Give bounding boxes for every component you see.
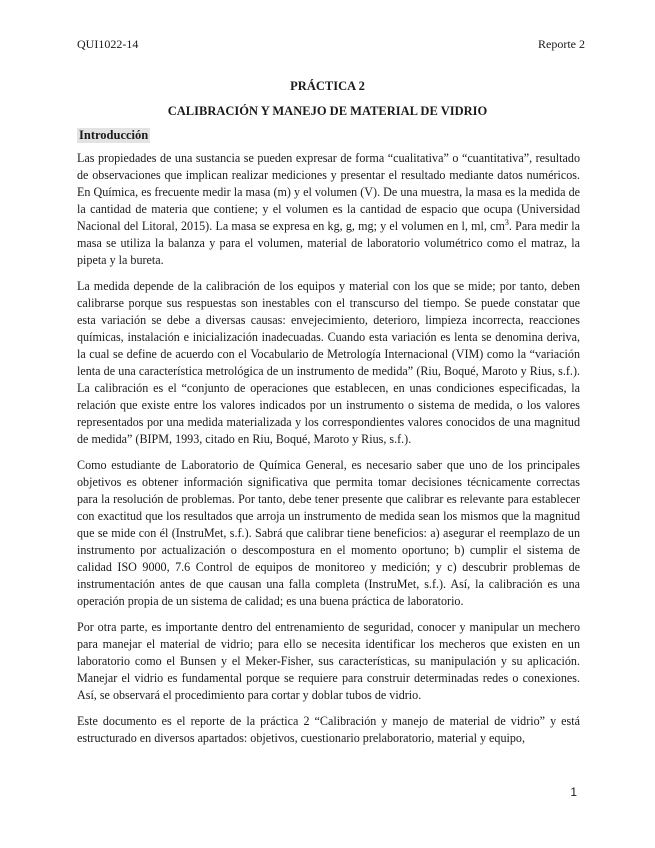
header-course-code: QUI1022-14 bbox=[77, 37, 139, 51]
paragraph-5: Este documento es el reporte de la práctica 2 “Calibración y manejo de material de vidrio” y está estructurado en diversos apartados: objetivos, cuestionario prelaboratorio, material y equipo, bbox=[77, 714, 580, 745]
header-report-label: Reporte 2 bbox=[538, 37, 585, 51]
paragraph-1-text-end: . Para medir la masa se utiliza la balanza y para el volumen, material de laboratorio volumétrico como el matraz, la pipeta y la bureta. bbox=[77, 219, 580, 267]
paragraph-3: Como estudiante de Laboratorio de Química General, es necesario saber que uno de los principales objetivos es obtener información significativa que permita tomar decisiones técnicamente correctas para la resolución de problemas. Por tanto, debe tener presente que calibrar es relevante para establecer con exactitud que los resultados que arroja un instrumento de medida sean los mismos que la magnitud que se mide con él (InstruMet, s.f.). Sabrá que calibrar tiene beneficios: a) asegurar el reemplazo de un instrumento por actualización o descompostura en el momento oportuno; b) cumplir el sistema de calidad ISO 9000, 7.6 Control de equipos de monitoreo y medición; y c) descubrir problemas de instrumentación antes de que causan una falla completa (InstruMet, s.f.). Así, la calibración es una operación propia de un sistema de calidad; es una buena práctica de laboratorio. bbox=[77, 458, 580, 608]
document-title: CALIBRACIÓN Y MANEJO DE MATERIAL DE VIDRIO bbox=[167, 104, 488, 118]
practice-title: PRÁCTICA 2 bbox=[290, 79, 365, 93]
body-text bbox=[77, 150, 580, 756]
section-heading-introduction: Introducción bbox=[79, 128, 149, 142]
paragraph-1-text: Las propiedades de una sustancia se pueden expresar de forma “cualitativa” o “cuantitativa”, resultado de observaciones que implican realizar mediciones y presentar el resultado mediante datos numéricos. En Química, es frecuente medir la masa (m) y el volumen (V). De una muestra, la masa es la medida de la cantidad de materia que contiene; y el volumen es la cantidad de espacio que ocupa (Universidad Nacional del Litoral, 2015). La masa se expresa en kg, g, mg; y el volumen en l, ml, cm bbox=[77, 151, 580, 233]
paragraph-1 bbox=[77, 150, 580, 269]
paragraph-4: Por otra parte, es importante dentro del entrenamiento de seguridad, conocer y manipular un mechero para manejar el material de vidrio; para ello se necesita identificar los mecheros que existen en un laboratorio como el Bunsen y el Meker-Fisher, sus características, su manipulación y su aplicación. Manejar el vidrio es fundamental porque se requiere para construir determinadas redes o conexiones. Así, se observará el procedimiento para cortar y doblar tubos de vidrio. bbox=[77, 620, 580, 702]
cubic-superscript: 3 bbox=[504, 217, 509, 227]
paragraph-2: La medida depende de la calibración de los equipos y material con los que se mide; por tanto, deben calibrarse porque sus respuestas son inestables con el transcurso del tiempo. Se puede constatar que esta variación se debe a diversas causas: envejecimiento, deterioro, limpieza incorrecta, reacciones químicas, instalación e inicialización inadecuadas. Cuando esta variación es lenta se denomina deriva, la cual se define de acuerdo con el Vocabulario de Metrología Internacional (VIM) como la “variación lenta de una característica metrológica de un instrumento de medida” (Riu, Boqué, Maroto y Rius, s.f.). La calibración es el “conjunto de operaciones que establecen, en unas condiciones especificadas, la relación que existe entre los valores indicados por un instrumento o sistema de medida, o los valores representados por una medida materializada y los correspondientes valores conocidos de una magnitud de medida” (BIPM, 1993, citado en Riu, Boqué, Maroto y Rius, s.f.). bbox=[77, 279, 580, 446]
page-number: 1 bbox=[570, 785, 577, 799]
